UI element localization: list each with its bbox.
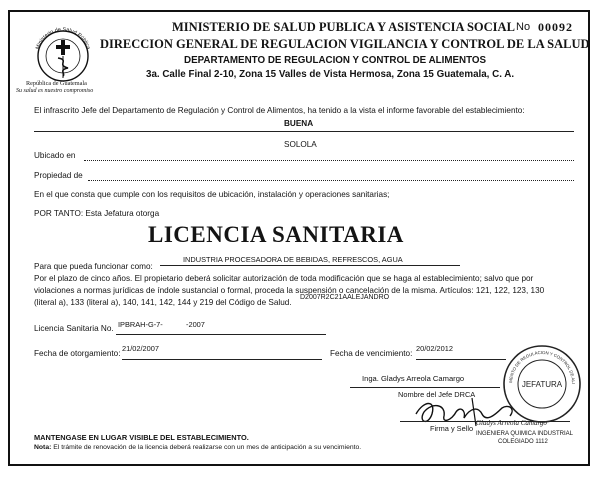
purpose-line	[160, 265, 460, 266]
number-label: No	[516, 21, 531, 33]
official-stamp-arc: MENTO DE REGULACION Y CONTROL DE ALI	[507, 349, 577, 385]
svg-text:DEPARTAMENTO DE REGULACION Y C	[500, 342, 576, 384]
issued-date-value: 21/02/2007	[122, 344, 159, 353]
license-number-label: Licencia Sanitaria No.	[34, 324, 114, 333]
issued-date-line	[122, 359, 322, 360]
stamp-registration: COLEGIADO 1112	[498, 439, 548, 445]
therefore-text: POR TANTO: Esta Jefatura otorga	[34, 209, 160, 218]
renewal-note-label: Nota:	[34, 444, 52, 451]
seal-motto: Su salud es nuestro compromiso	[16, 88, 94, 94]
location-label: Ubicado en	[34, 151, 76, 160]
expiry-date-label: Fecha de vencimiento:	[330, 349, 413, 358]
stamp-title: INGENIERA QUIMICA INDUSTRIAL	[476, 431, 574, 437]
license-number-line	[116, 334, 326, 335]
license-title: LICENCIA SANITARIA	[148, 222, 404, 247]
compliance-text: En el que consta que cumple con los requisitos de ubicación, instalación y operaciones sanitarias;	[34, 190, 390, 199]
conditions-overprint: D2007R2C21AALEJANDRO	[300, 294, 390, 301]
location-value: SOLOLA	[284, 140, 317, 149]
license-number-prefix: IPBRAH-G-7-	[118, 320, 163, 329]
purpose-label: Para que pueda funcionar como:	[34, 262, 153, 271]
department-title: DEPARTAMENTO DE REGULACION Y CONTROL DE ALIMENTOS	[184, 55, 487, 66]
purpose-value: INDUSTRIA PROCESADORA DE BEBIDAS, REFRESCOS, AGUA	[183, 255, 403, 264]
expiry-date-value: 20/02/2012	[416, 344, 453, 353]
establishment-line	[34, 131, 574, 132]
conditions-line1: Por el plazo de cinco años. El propietario deberá solicitar autorización de toda modificación que se haga al establecimiento; salvo que por	[34, 274, 534, 283]
conditions-line2: violaciones a normas jurídicas de índole sustancial o formal, proceda la suspensión o cancelación de la misma. Artículos: 121, 122, 123, 130	[34, 286, 545, 295]
signatory-role: Nombre del Jefe DRCA	[398, 390, 476, 399]
seal-country: República de Guatemala	[26, 80, 87, 87]
department-address: 3a. Calle Final 2-10, Zona 15 Valles de Vista Hermosa, Zona 15 Guatemala, C. A.	[146, 69, 515, 80]
official-stamp	[500, 342, 584, 426]
signatory-name-line	[350, 387, 500, 388]
intro-text: El infrascrito Jefe del Departamento de Regulación y Control de Alimentos, ha tenido a la vista el informe favorable del establecimiento:	[34, 106, 525, 115]
renewal-note-text: El trámite de renovación de la licencia deberá realizarse con un mes de anticipación a su vencimiento.	[51, 444, 362, 451]
directorate-title: DIRECCION GENERAL DE REGULACION VIGILANCIA Y CONTROL DE LA SALUD	[100, 37, 590, 51]
signatory-name: Inga. Gladys Arreola Camargo	[362, 374, 465, 383]
expiry-date-line	[416, 359, 506, 360]
owner-line	[88, 180, 574, 181]
signature-label: Firma y Sello	[430, 424, 474, 433]
establishment-name: BUENA	[284, 119, 314, 128]
seal-arc-text: Ministerio de Salud Pública	[34, 26, 92, 51]
owner-label: Propiedad de	[34, 171, 83, 180]
stamp-name: Gladys Arreola Camargo	[476, 419, 547, 427]
official-stamp-center: JEFATURA	[521, 380, 563, 389]
display-notice: MANTENGASE EN LUGAR VISIBLE DEL ESTABLECIMIENTO.	[34, 433, 249, 442]
document-number: 00092	[538, 20, 573, 34]
issued-date-label: Fecha de otorgamiento:	[34, 349, 121, 358]
location-line	[84, 160, 574, 161]
renewal-note	[34, 444, 361, 451]
conditions-line3: (literal a), 133 (literal a), 140, 141, 142, 144 y 219 del Código de Salud.	[34, 298, 292, 307]
ministry-title: MINISTERIO DE SALUD PUBLICA Y ASISTENCIA SOCIAL	[172, 20, 515, 34]
license-number-suffix: -2007	[186, 320, 205, 329]
